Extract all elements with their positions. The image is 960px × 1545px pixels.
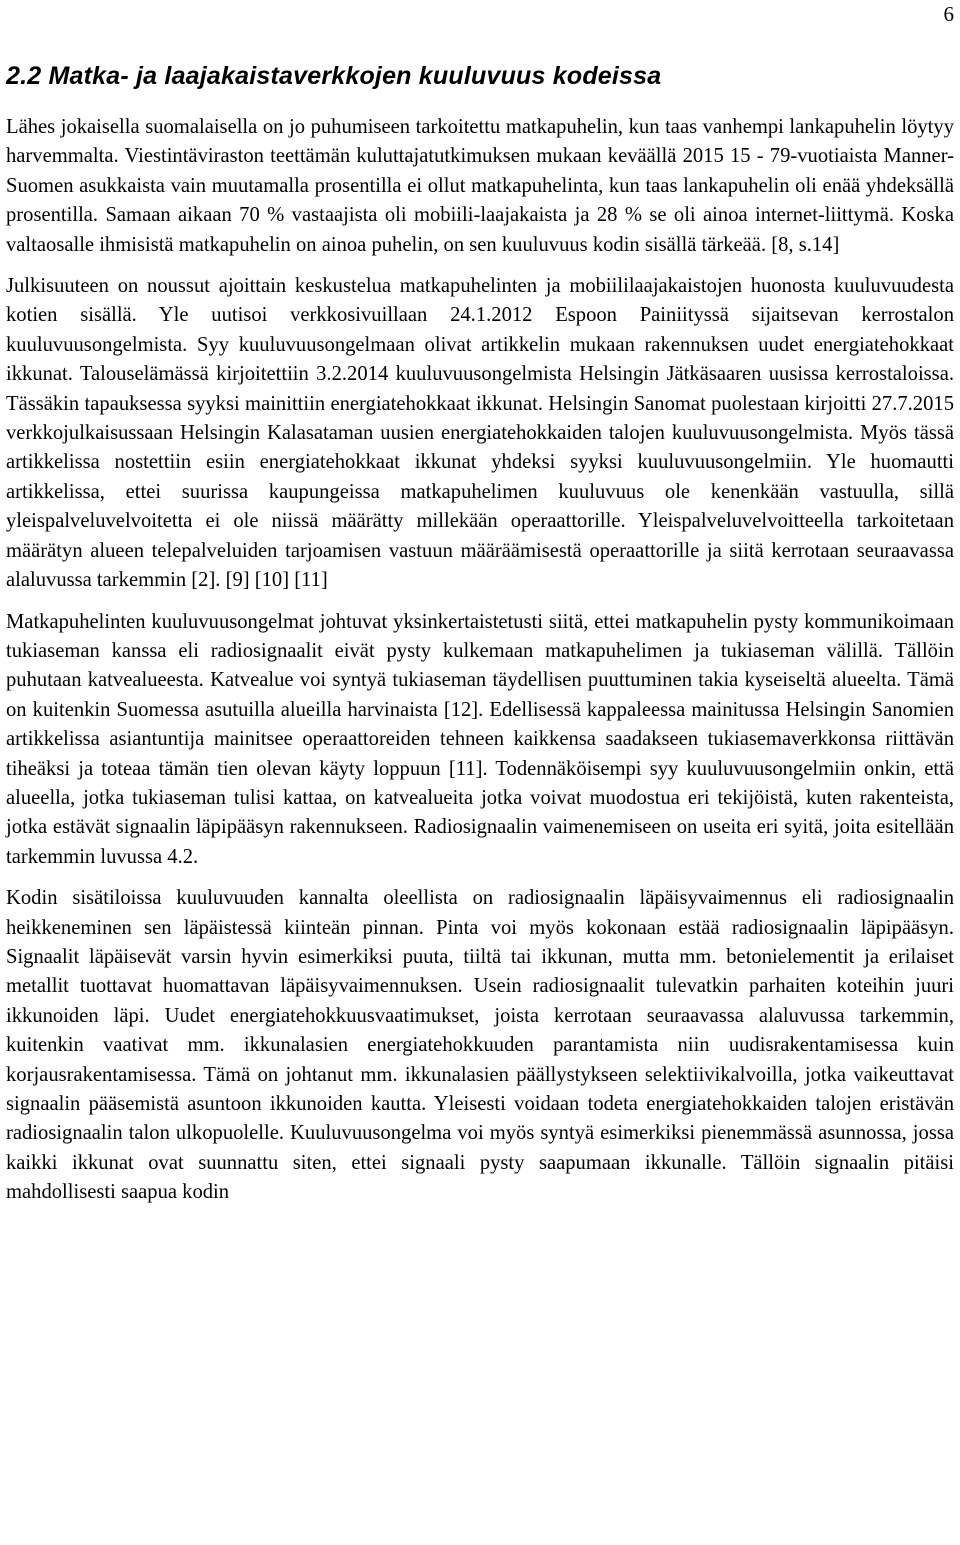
paragraph-signal-attenuation: Kodin sisätiloissa kuuluvuuden kannalta oleellista on radiosignaalin läpäisyvaimennus eli radiosignaalin heikkeneminen sen läpäistessä kiinteän pinnan. Pinta voi myös kokonaan estää radiosignaalin läpipääsyn. Signaalit läpäisevät varsin hyvin esimerkiksi puuta, tiiltä tai ikkunan, mutta mm. betonielementit ja erilaiset metallit tuottavat huomattavan läpäisyvaimennuksen. Usein radiosignaalit tulevatkin parhaiten koteihin juuri ikkunoiden läpi. Uudet energiatehokkuusvaatimukset, joista kerrotaan seuraavassa alaluvussa tarkemmin, kuitenkin vaativat mm. ikkunalasien energiatehokkuuden parantamista niin uudisrakentamisessa kuin korjausrakentamisessa. Tämä on johtanut mm. ikkunalasien päällystykseen selektiivikalvoilla, jotka vaikeuttavat signaalin pääsemistä asuntoon ikkunoiden kautta. Yleisesti voidaan todeta energiatehokkaiden talojen eristävän radiosignaalin talon ulkopuolelle. Kuuluvuusongelma voi myös syntyä esimerkiksi pienemmässä asunnossa, jossa kaikki ikkunat ovat suunnattu siten, ettei signaali pysty saapumaan ikkunalle. Tällöin signaalin pitäisi mahdollisesti saapua kodin bbox=[6, 887, 954, 1204]
paragraph-coverage-causes: Matkapuhelinten kuuluvuusongelmat johtuvat yksinkertaistetusti siitä, ettei matkapuhelin pysty kommunikoimaan tukiaseman kanssa eli radiosignaalit eivät pysty kulkemaan matkapuhelimen ja tukiaseman välillä. Tällöin puhutaan katvealueesta. Katvealue voi syntyä tukiaseman täydellisen puuttuminen takia kyseiseltä alueelta. Tämä on kuitenkin Suomessa asutuilla alueilla harvinaista [12]. Edellisessä kappaleessa mainitussa Helsingin Sanomien artikkelissa asiantuntija mainitsee operaattoreiden tehneen kaikkensa saadakseen tukiasemaverkkonsa riittävän tiheäksi ja toteaa tämän tien olevan käyty loppuun [11]. Todennäköisempi syy kuuluvuusongelmiin onkin, että alueella, jotka tukiaseman tulisi kattaa, on katvealueita jotka voivat muodostua eri tekijöistä, kuten rakenteista, jotka estävät signaalin läpipääsyn rakennukseen. Radiosignaalin vaimenemiseen on useita eri syitä, joita esitellään tarkemmin luvussa 4.2. bbox=[6, 610, 954, 868]
paragraph-news-reports: Julkisuuteen on noussut ajoittain keskustelua matkapuhelinten ja mobiililaajakaistojen huonosta kuuluvuudesta kotien sisällä. Yle uutisoi verkkosivuillaan 24.1.2012 Espoon Painiityssä sijaitsevan kerrostalon kuuluvuusongelmista. Syy kuuluvuusongelmaan olivat artikkelin mukaan rakennuksen uudet energiatehokkaat ikkunat. Talouselämässä kirjoitettiin 3.2.2014 kuuluvuusongelmista Helsingin Jätkäsaaren uusissa kerrostaloissa. Tässäkin tapauksessa syyksi mainittiin energiatehokkaat ikkunat. Helsingin Sanomat puolestaan kirjoitti 27.7.2015 verkkojulkaisussaan Helsingin Kalasataman uusien energiatehokkaiden talojen kuuluvuusongelmista. Myös tässä artikkelissa nostettiin esiin energiatehokkaat ikkunat yhdeksi syyksi kuuluvuusongelmiin. Yle huomautti artikkelissa, ettei suurissa kaupungeissa matkapuhelimen kuuluvuus ole kenenkään vastuulla, sillä yleispalveluvelvoitetta ei ole niissä määrätty millekään operaattorille. Yleispalveluvelvoitteella tarkoitetaan määrätyn alueen telepalveluiden tarjoamisen vastuun määräämisestä operaattorille ja siitä kerrotaan seuraavassa alaluvussa tarkemmin [2]. [9] [10] [11] bbox=[6, 275, 954, 592]
page-number: 6 bbox=[943, 2, 954, 26]
section-heading: 2.2 Matka- ja laajakaistaverkkojen kuuluvuus kodeissa bbox=[6, 62, 662, 90]
body-text bbox=[6, 113, 954, 1220]
paragraph-coverage-statistics: Lähes jokaisella suomalaisella on jo puhumiseen tarkoitettu matkapuhelin, kun taas vanhempi lankapuhelin löytyy harvemmalta. Viestintäviraston teettämän kuluttajatutkimuksen mukaan keväällä 2015 15 - 79-vuotiaista Manner-Suomen asukkaista vain muutamalla prosentilla ei ollut matkapuhelinta, kun taas lankapuhelin oli enää yhdeksällä prosentilla. Samaan aikaan 70 % vastaajista oli mobiili-laajakaista ja 28 % se oli ainoa internet-liittymä. Koska valtaosalle ihmisistä matkapuhelin on ainoa puhelin, on sen kuuluvuus kodin sisällä tärkeää. [8, s.14] bbox=[6, 116, 954, 256]
